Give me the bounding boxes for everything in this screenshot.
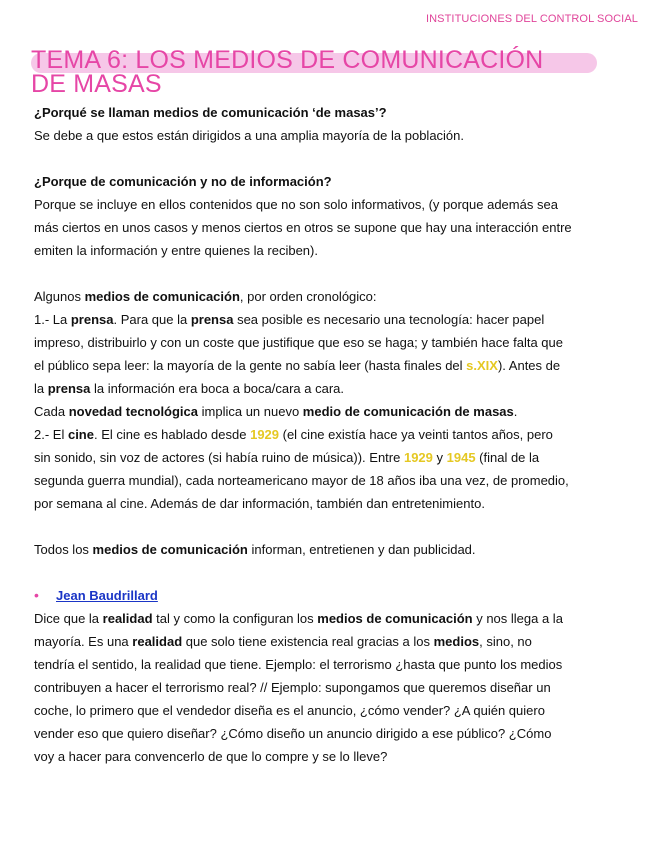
prensa-line-3: el público sepa leer: la mayoría de la gente no sabía leer (hasta finales del s.XIX). Antes de — [34, 358, 561, 373]
highlight-year: 1929 — [250, 427, 280, 442]
baudrillard-heading — [34, 584, 619, 607]
novedad-line: Cada novedad tecnológica implica un nuevo medio de comunicación de masas. — [34, 404, 518, 419]
page-title — [31, 48, 601, 96]
baudrillard-line-1: Dice que la realidad tal y como la configuran los medios de comunicación y nos llega a la — [34, 611, 563, 626]
baudrillard-line-2: mayoría. Es una realidad que solo tiene existencia real gracias a los medios, sino, no — [34, 634, 532, 649]
prensa-line-4: la prensa la información era boca a boca/cara a cara. — [34, 381, 345, 396]
spacer — [34, 147, 619, 170]
baudrillard-line-7: voy a hacer para convencerlo de que lo compre y se lo lleve? — [34, 749, 388, 764]
highlight-century: s.XIX — [466, 358, 498, 373]
baudrillard-line-5: coche, lo primero que el vendedor diseña es el anuncio, ¿cómo vender? ¿A quién quiero — [34, 703, 545, 718]
cine-line-3: segunda guerra mundial), cada norteamericano mayor de 18 años iba una vez, de promedio, — [34, 473, 569, 488]
title-line-1: TEMA 6: LOS MEDIOS DE COMUNICACIÓN — [31, 46, 544, 74]
highlight-year: 1945 — [446, 450, 476, 465]
title-line-2: DE MASAS — [31, 70, 162, 98]
prensa-line-1: 1.- La prensa. Para que la prensa sea posible es necesario una tecnología: hacer papel — [34, 312, 545, 327]
todos-line: Todos los medios de comunicación informan, entretienen y dan publicidad. — [34, 542, 476, 557]
spacer — [34, 262, 619, 285]
page-header: INSTITUCIONES DEL CONTROL SOCIAL — [425, 13, 638, 25]
cine-line-2: sin sonido, sin voz de actores (si había ruino de música)). Entre 1929 y 1945 (final de la — [34, 450, 540, 465]
cine-line-4: por semana al cine. Además de dar información, también dan entretenimiento. — [34, 496, 485, 511]
document-body — [34, 101, 619, 768]
prensa-line-2: impreso, distribuirlo y con un coste que justifique que eso se haga; y también hace falta que — [34, 335, 563, 350]
title-block — [31, 48, 601, 96]
answer-2-line-2: más ciertos en unos casos y menos ciertos en otros se supone que hay una interacción entre — [34, 220, 572, 235]
bullet-icon: • — [34, 587, 39, 603]
highlight-year: 1929 — [403, 450, 433, 465]
baudrillard-link[interactable]: Jean Baudrillard — [56, 588, 158, 603]
baudrillard-line-3: tendría el sentido, la realidad que tiene. Ejemplo: el terrorismo ¿hasta que punto los medios — [34, 657, 563, 672]
cine-line-1: 2.- El cine. El cine es hablado desde 1929 (el cine existía hace ya veinti tantos años, pero — [34, 427, 553, 442]
spacer — [34, 561, 619, 584]
baudrillard-line-4: contribuyen a hacer el terrorismo real? // Ejemplo: supongamos que queremos diseñar un — [34, 680, 551, 695]
chrono-intro: Algunos medios de comunicación, por orden cronológico: — [34, 289, 377, 304]
question-2: ¿Porque de comunicación y no de información? — [34, 174, 332, 189]
baudrillard-line-6: vender eso que quiero diseñar? ¿Cómo diseño un anuncio dirigido a ese público? ¿Cómo — [34, 726, 552, 741]
spacer — [34, 515, 619, 538]
answer-2-line-1: Porque se incluye en ellos contenidos que no son solo informativos, (y porque además sea — [34, 197, 558, 212]
answer-2-line-3: emiten la información y entre quienes la reciben). — [34, 243, 318, 258]
question-1: ¿Porqué se llaman medios de comunicación ‘de masas’? — [34, 105, 387, 120]
answer-1: Se debe a que estos están dirigidos a una amplia mayoría de la población. — [34, 128, 465, 143]
